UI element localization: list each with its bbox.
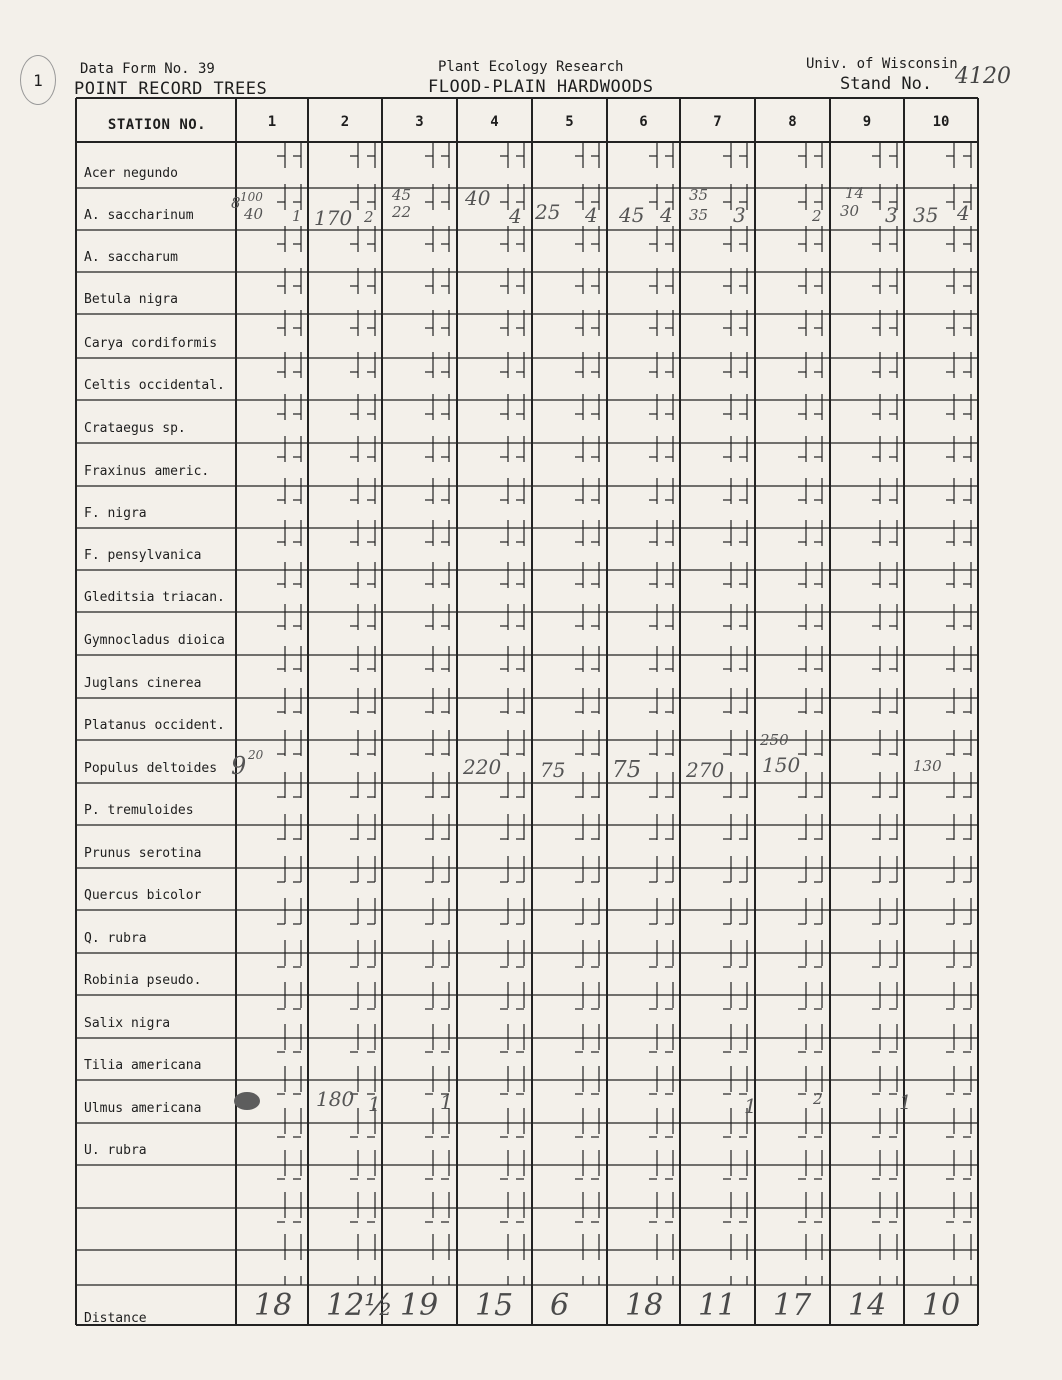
entry-sacch-s6: 45 — [619, 203, 645, 227]
distance-value-2: 12½ — [326, 1288, 394, 1323]
entry-populus-s5: 75 — [540, 758, 566, 782]
entry-populus-s10: 130 — [913, 757, 942, 775]
species-label: Juglans cinerea — [84, 676, 202, 691]
organization: Plant Ecology Research — [438, 59, 624, 75]
entry-sacch-s9-top: 14 — [845, 184, 865, 202]
entry-ulmus-s2-count: 1 — [368, 1092, 381, 1116]
entry-sacch-s1-count: 1 — [292, 207, 302, 225]
distance-value-7: 11 — [698, 1288, 737, 1323]
species-label: Salix nigra — [84, 1016, 171, 1031]
species-label: Platanus occident. — [84, 718, 225, 733]
entry-sacch-s1-prefix: 8 — [231, 194, 241, 212]
entry-populus-s8-bottom: 150 — [762, 753, 801, 777]
entry-sacch-s7-bottom: 35 — [689, 206, 709, 224]
species-label: Carya cordiformis — [84, 336, 218, 351]
entry-sacch-s3-bottom: 22 — [392, 203, 412, 221]
species-label: Betula nigra — [84, 292, 178, 307]
entry-populus-s1: 9 — [231, 752, 247, 780]
species-label: Acer negundo — [84, 166, 178, 181]
entry-sacch-s8-count: 2 — [812, 207, 822, 225]
species-label: Populus deltoides — [84, 761, 218, 776]
species-label: P. tremuloides — [84, 803, 194, 818]
species-label: F. pensylvanica — [84, 548, 202, 563]
entry-sacch-s7-top: 35 — [689, 186, 709, 204]
entry-sacch-s1-bottom: 40 — [244, 205, 264, 223]
station-header: STATION NO. — [107, 117, 207, 133]
entry-sacch-s2: 170 — [314, 206, 353, 230]
entry-populus-s6: 75 — [612, 757, 642, 783]
entry-sacch-s4: 40 — [465, 186, 491, 210]
station-number-10: 10 — [932, 114, 950, 130]
species-label: Q. rubra — [84, 931, 147, 946]
stand-label: Stand No. — [840, 74, 933, 94]
sheet-number: 1 — [20, 55, 56, 105]
ink-blot — [234, 1092, 260, 1110]
entry-sacch-s9-count: 3 — [885, 203, 898, 227]
station-number-6: 6 — [639, 114, 648, 130]
entry-sacch-s4-count: 4 — [509, 204, 522, 228]
distance-value-10: 10 — [922, 1288, 961, 1323]
species-label: Tilia americana — [84, 1058, 202, 1073]
distance-value-6: 18 — [625, 1288, 664, 1323]
entry-sacch-s9-bottom: 30 — [840, 202, 860, 220]
species-label: A. saccharinum — [84, 208, 194, 223]
entry-populus-s8-top: 250 — [760, 731, 789, 749]
university: Univ. of Wisconsin — [806, 56, 958, 72]
form-title: POINT RECORD TREES — [74, 79, 268, 99]
distance-value-8: 17 — [773, 1288, 812, 1323]
entry-ulmus-s9-count: 1 — [899, 1090, 912, 1114]
station-number-7: 7 — [713, 114, 722, 130]
entry-sacch-s3-top: 45 — [392, 186, 412, 204]
station-number-9: 9 — [862, 114, 872, 130]
entry-sacch-s1-top: 100 — [240, 190, 263, 204]
distance-value-5: 6 — [550, 1288, 570, 1323]
species-label: F. nigra — [84, 506, 147, 521]
species-label: Prunus serotina — [84, 846, 202, 861]
distance-value-9: 14 — [848, 1288, 887, 1323]
species-label: U. rubra — [84, 1143, 147, 1158]
species-label: Gleditsia triacan. — [84, 590, 225, 605]
distance-value-1: 18 — [254, 1288, 293, 1323]
station-number-3: 3 — [415, 114, 424, 130]
form-subtitle: FLOOD-PLAIN HARDWOODS — [428, 77, 654, 97]
species-label: A. saccharum — [84, 250, 178, 265]
species-label: Fraxinus americ. — [84, 464, 210, 479]
entry-sacch-s7-count: 3 — [733, 203, 746, 227]
entry-sacch-s2-count: 2 — [364, 208, 374, 226]
species-label: Crataegus sp. — [84, 421, 186, 436]
entry-ulmus-s8-count: 2 — [813, 1090, 823, 1108]
station-number-2: 2 — [340, 114, 350, 130]
entry-sacch-s6-count: 4 — [660, 203, 673, 227]
species-label: Gymnocladus dioica — [84, 633, 225, 648]
station-number-1: 1 — [267, 114, 277, 130]
station-number-8: 8 — [788, 114, 797, 130]
entry-sacch-s10-count: 4 — [957, 201, 970, 225]
entry-ulmus-s3-count: 1 — [440, 1090, 453, 1114]
entry-sacch-s10: 35 — [913, 203, 939, 227]
species-label: Celtis occidental. — [84, 378, 225, 393]
entry-ulmus-s7-count: 1 — [744, 1094, 757, 1118]
distance-value-4: 15 — [475, 1288, 514, 1323]
entry-populus-s4: 220 — [463, 755, 502, 779]
station-number-4: 4 — [490, 114, 499, 130]
form-number: Data Form No. 39 — [80, 61, 215, 77]
entry-ulmus-s2: 180 — [316, 1087, 355, 1111]
entry-sacch-s5: 25 — [535, 200, 561, 224]
species-label: Ulmus americana — [84, 1101, 202, 1116]
entry-sacch-s5-count: 4 — [585, 203, 598, 227]
entry-populus-s7: 270 — [686, 758, 725, 782]
stand-number-value: 4120 — [955, 64, 1011, 89]
species-label: Robinia pseudo. — [84, 973, 202, 988]
station-number-5: 5 — [565, 114, 574, 130]
species-label: Quercus bicolor — [84, 888, 202, 903]
distance-label: Distance — [84, 1311, 147, 1326]
entry-populus-s1-sup: 20 — [248, 748, 264, 762]
distance-value-3: 19 — [400, 1288, 439, 1323]
